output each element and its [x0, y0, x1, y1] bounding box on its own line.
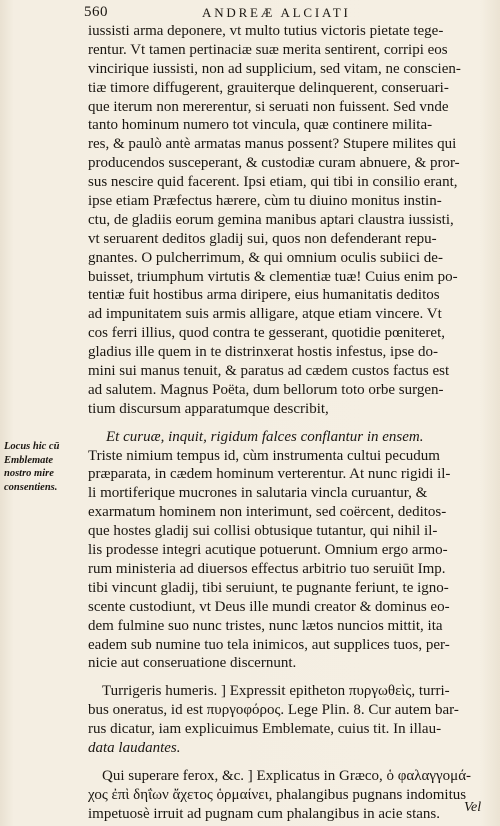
page-header: [84, 4, 484, 22]
text-line: eadem sub numine tuo tela inimicos, aut supplices tuos, per-: [88, 636, 450, 653]
running-head: ANDREÆ ALCIATI: [202, 5, 351, 20]
text-line: sus nescire quid facerent. Ipsi etiam, qui tibi in consilio erant,: [88, 174, 458, 191]
note-line-turrigeris: Turrigeris humeris. ] Expressit epitheton πυργωθεὶς, turri-: [102, 683, 450, 700]
margin-note: [4, 440, 82, 494]
text-line: dem fulmine suo nunc tristes, nunc lætos nuncios mittit, ita: [88, 617, 443, 634]
text-line: tiæ timore diffugerent, grauiterque delinquerent, conseruari-: [88, 79, 449, 96]
text-line: iussisti arma deponere, vt multo tutius victoris pietate tege-: [88, 23, 444, 39]
text-line: producendos susceperant, & custodiæ curam abnuere, & pror-: [88, 155, 460, 172]
text-line: ad impunitatem suis armis alligare, atque etiam vincere. Vt: [88, 306, 442, 323]
spacer: [88, 673, 488, 682]
note-line-qui: χος ἐπὶ δηΐων ἄχετος ὁρμαίνει, phalangibus pugnans indomitus: [88, 786, 467, 803]
text-line: gladius ille quem in te distrinxerat hostis infestus, ipse do-: [88, 344, 438, 361]
quote-line: Et curuæ, inquit, rigidum falces conflantur in ensem.: [106, 428, 424, 445]
text-line: tentiæ fuit hostibus arma diripere, eius humanitatis deditos: [88, 287, 440, 304]
note-line-turrigeris: rus dicatur, iam explicuimus Emblemate, cuius tit. In illau-: [88, 721, 442, 738]
text-line: que iterum non mererentur, si seruati non fuissent. Sed vnde: [88, 98, 449, 115]
text-line: rum ministeria ad diuersos effectus arbitrio tuo seruiūt Imp.: [88, 560, 446, 577]
text-line: nicie aut conseruatione discernunt.: [88, 655, 297, 672]
text-line: Triste nimium tempus id, cùm instrumenta cultui pecudum: [88, 447, 440, 464]
text-line: ad salutem. Magnus Poëta, dum bellorum toto orbe surgen-: [88, 381, 444, 398]
note-line-qui: Qui superare ferox, &c. ] Explicatus in Græco, ὁ φαλαγγομά-: [102, 767, 472, 784]
text-line: ctu, de gladiis eorum gemina manibus aptari claustra iussisti,: [88, 211, 454, 228]
text-line: tanto hominum numero tot vincula, quæ continere milita-: [88, 117, 433, 134]
text-line: vt seruarent deditos gladij sui, quos non defenderant repu-: [88, 230, 437, 247]
text-line: scente custodiunt, vt Deus ille mundi creator & dominus eo-: [88, 598, 450, 615]
text-line: ipse etiam Præfectus hærere, cùm tu diuino monitus instin-: [88, 193, 442, 210]
text-line: gnantes. O pulcherrimum, & qui omnium oculis subiici de-: [88, 249, 443, 266]
spacer: [88, 419, 488, 428]
text-line: vincirique iussisti, non ad supplicium, sed vitam, ne conscien-: [88, 60, 461, 77]
text-line: tibi vincunt gladij, tibi seruiunt, te pugnante feriunt, te igno-: [88, 579, 449, 596]
note-line-turrigeris: data laudantes.: [88, 739, 181, 756]
text-line: res, & paulò antè armatas manus possent? Stupere milites qui: [88, 136, 457, 153]
text-line: lis prodesse integri acutique potuerunt. Omnium ergo armo-: [88, 542, 448, 559]
text-line: mini sui manus tenuit, & paratus ad cædem custos factus est: [88, 363, 450, 380]
text-line: præparata, in cædem hominum verterentur. At nunc rigidi il-: [88, 466, 451, 483]
text-line: buisset, triumphum virtutis & clementiæ tuæ! Cuius enim po-: [88, 268, 458, 285]
text-line: tium discursum apparatumque describit,: [88, 400, 329, 417]
page-number: 560: [84, 4, 108, 20]
text-line: exarmatum hominem non interimunt, sed coërcent, deditos-: [88, 504, 447, 521]
margin-note-line: consentiens.: [4, 481, 58, 493]
note-line-qui: impetuosè irruit ad pugnam cum phalangibus in acie stans.: [88, 805, 441, 822]
text-line: que hostes gladij sui collisi obtusique tutantur, qui nihil il-: [88, 523, 438, 540]
margin-note-line: Locus hic cū: [4, 441, 60, 452]
spacer: [88, 758, 488, 767]
note-line-turrigeris: bus oneratus, id est πυργοφόρος. Lege Plin. 8. Cur autem bar-: [88, 702, 459, 719]
text-line: li mortiferique mucrones in salutaria vincla curuantur, &: [88, 485, 428, 502]
body-text: [88, 22, 488, 824]
catchword: Vel: [464, 800, 482, 815]
margin-note-line: Emblemate: [4, 454, 53, 466]
text-line: rentur. Vt tamen pertinaciæ suæ merita sentirent, corripi eos: [88, 41, 448, 58]
margin-note-line: nostro mire: [4, 468, 54, 479]
text-line: cos ferri illius, quod contra te gesserant, quotidie pœniteret,: [88, 325, 445, 342]
